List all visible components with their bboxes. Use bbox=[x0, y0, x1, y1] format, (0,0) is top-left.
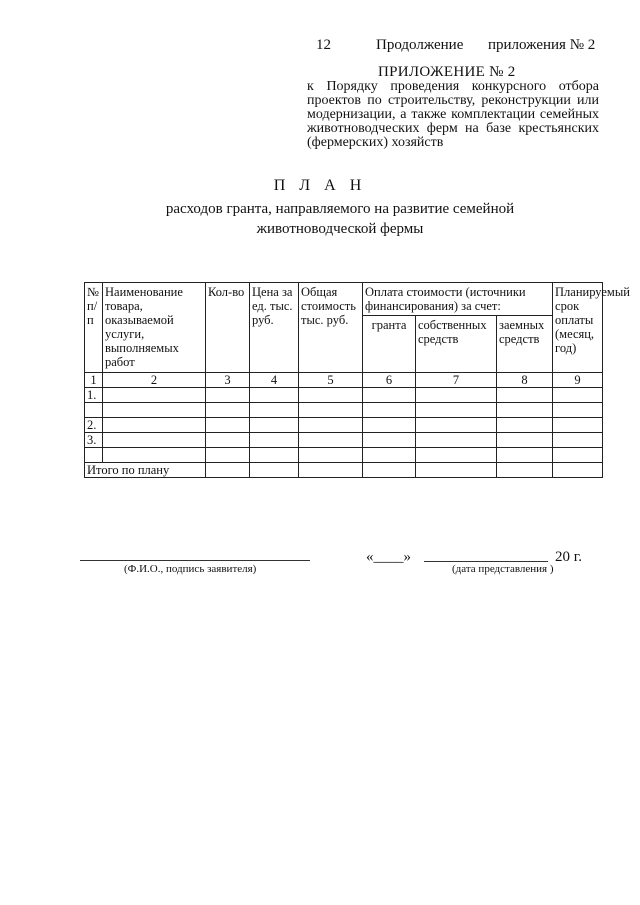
header-row-1 bbox=[85, 283, 603, 316]
header-qty: Кол-во bbox=[206, 283, 250, 373]
appendix-description: к Порядку проведения конкурсного отбора проектов по строительству, реконструкции или модернизации, а также комплектации семейных животноводческих ферм на базе крестьянских (фермерских) хозяйств bbox=[307, 79, 599, 150]
table-row bbox=[85, 433, 603, 448]
table-row bbox=[85, 448, 603, 463]
row-number: 2. bbox=[85, 418, 103, 433]
continuation-label: Продолжение bbox=[376, 37, 464, 53]
column-number: 1 bbox=[85, 373, 103, 388]
header-loan: заемных средств bbox=[497, 316, 553, 373]
table-row bbox=[85, 418, 603, 433]
total-label: Итого по плану bbox=[85, 463, 206, 478]
header-term: Планируемый срок оплаты (месяц, год) bbox=[553, 283, 603, 373]
appendix-title: ПРИЛОЖЕНИЕ № 2 bbox=[378, 64, 516, 80]
column-number: 2 bbox=[103, 373, 206, 388]
plan-subtitle bbox=[150, 199, 530, 239]
header-num: № п/п bbox=[85, 283, 103, 373]
date-line bbox=[424, 561, 548, 562]
plan-subtitle-line-1: расходов гранта, направляемого на развитие семейной bbox=[165, 201, 515, 217]
header-payment: Оплата стоимости (источники финансирования) за счет: bbox=[363, 283, 553, 316]
signature-caption: (Ф.И.О., подпись заявителя) bbox=[124, 563, 257, 575]
signature-line bbox=[80, 560, 310, 561]
date-day-field: «____» bbox=[366, 549, 411, 565]
header-grant: гранта bbox=[363, 316, 416, 373]
row-number: 1. bbox=[85, 388, 103, 403]
column-number: 7 bbox=[416, 373, 497, 388]
column-number: 6 bbox=[363, 373, 416, 388]
header-total: Общая стоимость тыс. руб. bbox=[299, 283, 363, 373]
column-number: 9 bbox=[553, 373, 603, 388]
header-own: собственных средств bbox=[416, 316, 497, 373]
header-price: Цена за ед. тыс. руб. bbox=[250, 283, 299, 373]
total-row bbox=[85, 463, 603, 478]
date-caption: (дата представления ) bbox=[452, 563, 554, 575]
column-number: 8 bbox=[497, 373, 553, 388]
appendix-reference: приложения № 2 bbox=[488, 37, 596, 53]
column-number: 4 bbox=[250, 373, 299, 388]
column-number: 3 bbox=[206, 373, 250, 388]
column-number: 5 bbox=[299, 373, 363, 388]
expense-plan-table bbox=[84, 282, 630, 478]
date-year: 20 г. bbox=[555, 549, 582, 565]
row-number: 3. bbox=[85, 433, 103, 448]
table-row bbox=[85, 403, 603, 418]
page-number: 12 bbox=[316, 37, 331, 53]
column-numbers-row bbox=[85, 373, 603, 388]
plan-subtitle-line-2: животноводческой фермы bbox=[256, 221, 424, 237]
table-row bbox=[85, 388, 603, 403]
header-name: Наименование товара, оказываемой услуги, выполняемых работ bbox=[103, 283, 206, 373]
plan-title: П Л А Н bbox=[273, 177, 367, 194]
